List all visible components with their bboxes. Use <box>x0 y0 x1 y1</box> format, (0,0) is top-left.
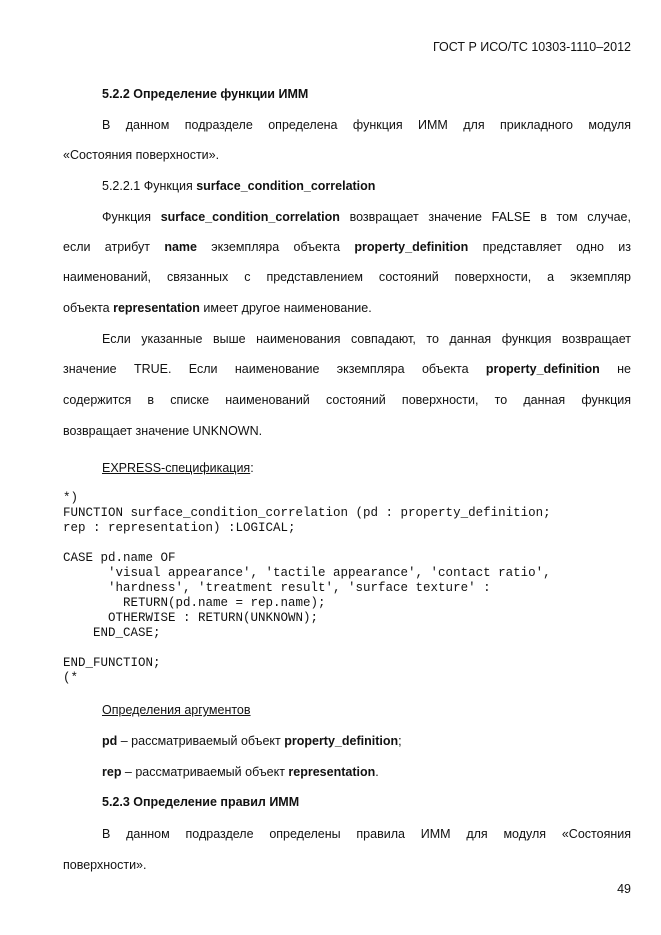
page-number: 49 <box>617 882 631 896</box>
paragraph-line: Функция surface_condition_correlation возвращает значение FALSE в том случае, <box>102 210 631 224</box>
paragraph-line: В данном подразделе определены правила ИММ для модуля «Состояния <box>102 827 631 841</box>
paragraph-line: возвращает значение UNKNOWN. <box>63 424 263 438</box>
paragraph-line: объекта representation имеет другое наименование. <box>63 301 372 315</box>
section-heading-5-2-3: 5.2.3 Определение правил ИММ <box>102 795 300 809</box>
document-header: ГОСТ Р ИСО/ТС 10303-1110–2012 <box>432 40 631 54</box>
code-line: END_FUNCTION; <box>63 656 161 670</box>
code-line: OTHERWISE : RETURN(UNKNOWN); <box>63 611 319 625</box>
paragraph-line: наименований, связанных с представлением состояний поверхности, а экземпляр <box>63 270 631 284</box>
paragraph-line: содержится в списке наименований состояний поверхности, то данная функция <box>63 393 631 407</box>
code-line: rep : representation) :LOGICAL; <box>63 521 296 535</box>
code-line: END_CASE; <box>63 626 161 640</box>
paragraph-line: В данном подразделе определена функция ИММ для прикладного модуля <box>102 118 631 132</box>
code-line: 'visual appearance', 'tactile appearance', 'contact ratio', <box>63 566 551 580</box>
paragraph-line: поверхности». <box>63 858 147 872</box>
code-line: CASE pd.name OF <box>63 551 176 565</box>
paragraph-line: значение TRUE. Если наименование экземпляра объекта property_definition не <box>63 362 631 376</box>
paragraph-line: Если указанные выше наименования совпадают, то данная функция возвращает <box>102 332 631 346</box>
code-line: (* <box>63 671 79 685</box>
argument-pd: pd – рассматриваемый объект property_definition; <box>102 734 402 748</box>
code-line: *) <box>63 491 79 505</box>
express-code-block <box>63 491 551 686</box>
subsection-heading-5-2-2-1: 5.2.2.1 Функция surface_condition_correlation <box>102 179 376 193</box>
argument-definitions-label: Определения аргументов <box>102 703 251 717</box>
paragraph-line: если атрибут name экземпляра объекта property_definition представляет одно из <box>63 240 631 254</box>
paragraph-line: «Состояния поверхности». <box>63 148 220 162</box>
code-line: FUNCTION surface_condition_correlation (pd : property_definition; <box>63 506 551 520</box>
argument-rep: rep – рассматриваемый объект representation. <box>102 765 379 779</box>
section-heading-5-2-2: 5.2.2 Определение функции ИММ <box>102 87 309 101</box>
code-line: RETURN(pd.name = rep.name); <box>63 596 326 610</box>
express-specification-label: EXPRESS-спецификация: <box>102 461 254 475</box>
code-line: 'hardness', 'treatment result', 'surface texture' : <box>63 581 491 595</box>
